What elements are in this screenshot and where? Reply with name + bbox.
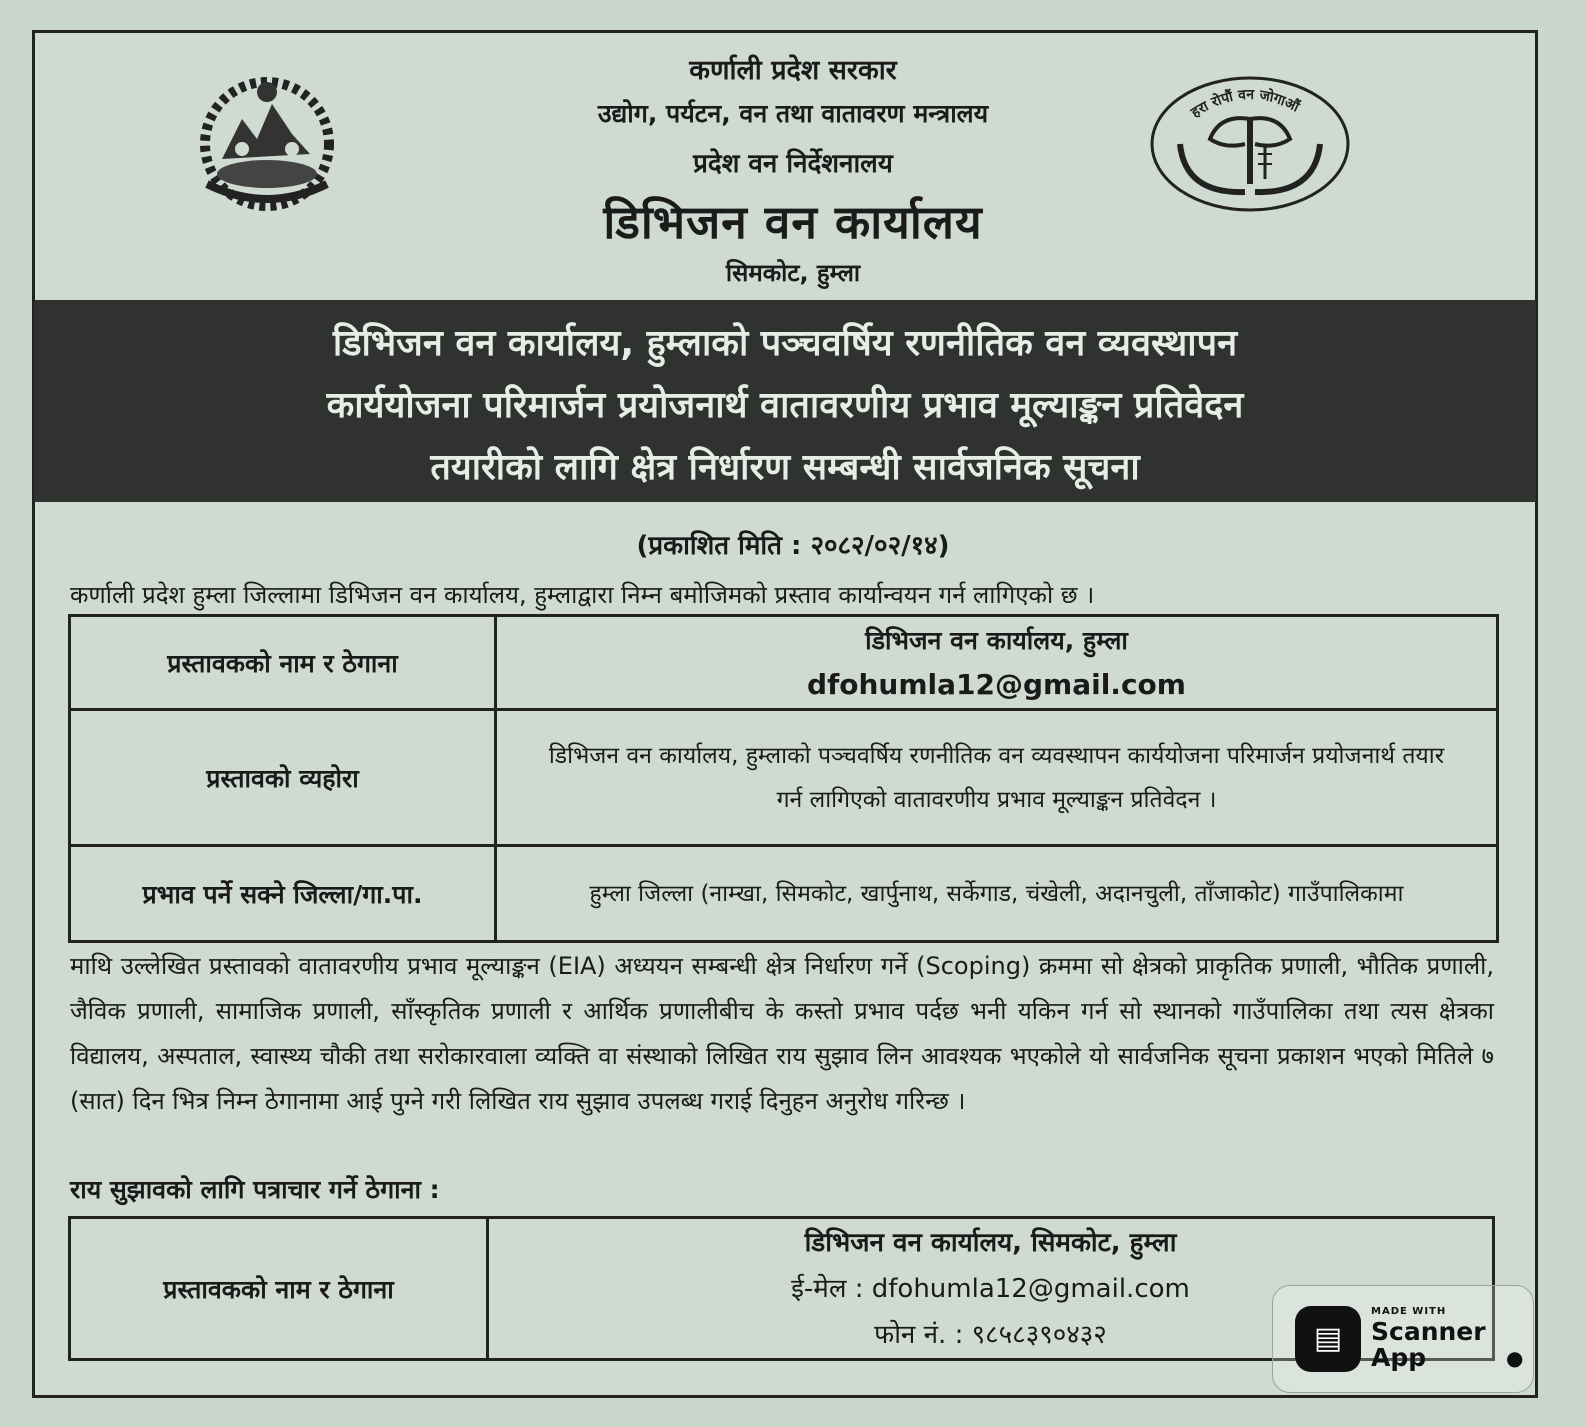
correspondence-heading: राय सुझावको लागि पत्राचार गर्ने ठेगाना : xyxy=(70,1175,440,1204)
correspondence-office: डिभिजन वन कार्यालय, सिमकोट, हुम्ला xyxy=(804,1227,1177,1258)
logo-slogan: हरा रोपौं वन जोगाऔं xyxy=(1188,86,1302,121)
scanner-icon: ▤ xyxy=(1295,1306,1361,1372)
government-name: कर्णाली प्रदेश सरकार xyxy=(689,55,897,86)
affected-area-label: प्रभाव पर्ने सक्ने जिल्ला/गा.पा. xyxy=(70,846,496,942)
proposal-table xyxy=(68,614,1499,943)
notice-paragraph: माथि उल्लेखित प्रस्तावको वातावरणीय प्रभाव मूल्याङ्कन (EIA) अध्ययन सम्बन्धी क्षेत्र निर्धारण गर्ने (Scoping) क्रममा सो क्षेत्रको प्राकृतिक प्रणाली, भौतिक प्रणाली, जैविक प्रणाली, सामाजिक प्रणाली, साँस्कृतिक प्रणाली र आर्थिक प्रणालीबीच के कस्तो प्रभाव पर्दछ भनी यकिन गर्न सो स्थानको गाउँपालिका तथा त्यस क्षेत्रका विद्यालय, अस्पताल, स्वास्थ्य चौकी तथा सरोकारवाला व्यक्ति वा संस्थाको लिखित राय सुझाव लिन आवश्यक भएकोले यो सार्वजनिक सूचना प्रकाशन भएको मितिले ७ (सात) दिन भित्र निम्न ठेगानामा आई पुग्ने गरी लिखित राय सुझाव उपलब्ध गराई दिनुहन अनुरोध गरिन्छ । xyxy=(70,952,1494,1115)
affected-area-value: हुम्ला जिल्ला (नाम्खा, सिमकोट, खार्पुनाथ, सर्केगाड, चंखेली, अदानचुली, ताँजाकोट) गाउँपालिकामा xyxy=(496,846,1498,942)
table-row xyxy=(70,710,1498,846)
ministry-name: उद्योग, पर्यटन, वन तथा वातावरण मन्त्रालय xyxy=(597,99,989,128)
office-location: सिमकोट, हुम्ला xyxy=(725,259,861,287)
proposal-subject-label: प्रस्तावको व्यहोरा xyxy=(70,710,496,846)
correspondence-phone: फोन नं. : ९८५८३९०४३२ xyxy=(874,1319,1107,1350)
table-row xyxy=(70,846,1498,942)
directorate-name: प्रदेश वन निर्देशनालय xyxy=(693,149,893,179)
badge-app-name xyxy=(1371,1319,1486,1371)
scanner-app-badge[interactable] xyxy=(1272,1285,1534,1393)
apple-icon: ● xyxy=(1506,1346,1524,1370)
banner-line-3: तयारीको लागि क्षेत्र निर्धारण सम्बन्धी सार्वजनिक सूचना xyxy=(430,447,1140,488)
banner-line-2: कार्ययोजना परिमार्जन प्रयोजनार्थ वातावरणीय प्रभाव मूल्याङ्कन प्रतिवेदन xyxy=(326,385,1244,426)
correspondence-email: ई-मेल : dfohumla12@gmail.com xyxy=(791,1273,1190,1304)
published-date: (प्रकाशित मिति : २०८२/०२/१४) xyxy=(636,531,950,561)
intro-text: कर्णाली प्रदेश हुम्ला जिल्लामा डिभिजन वन कार्यालय, हुम्लाद्वारा निम्न बमोजिमको प्रस्ताव कार्यान्वयन गर्न लागिएको छ । xyxy=(70,581,1095,609)
notice-banner xyxy=(34,300,1536,502)
badge-made-with: MADE WITH xyxy=(1371,1306,1447,1317)
table-row xyxy=(70,616,1498,710)
proposer-label: प्रस्तावकको नाम र ठेगाना xyxy=(70,616,496,710)
proposer-email: dfohumla12@gmail.com xyxy=(807,667,1186,701)
proposal-subject-value: डिभिजन वन कार्यालय, हुम्लाको पञ्चवर्षिय रणनीतिक वन व्यवस्थापन कार्ययोजना परिमार्जन प्रयोजनार्थ तयार गर्न लागिएको वातावरणीय प्रभाव मूल्याङ्कन प्रतिवेदन । xyxy=(496,710,1498,846)
correspondence-label: प्रस्तावकको नाम र ठेगाना xyxy=(70,1218,488,1360)
office-title: डिभिजन वन कार्यालय xyxy=(603,195,983,249)
badge-app-line-1: Scanner xyxy=(1371,1317,1486,1346)
badge-app-line-2: App xyxy=(1371,1343,1427,1372)
banner-line-1: डिभिजन वन कार्यालय, हुम्लाको पञ्चवर्षिय रणनीतिक वन व्यवस्थापन xyxy=(332,323,1238,364)
proposer-value xyxy=(496,616,1498,710)
proposer-office: डिभिजन वन कार्यालय, हुम्ला xyxy=(865,625,1128,655)
